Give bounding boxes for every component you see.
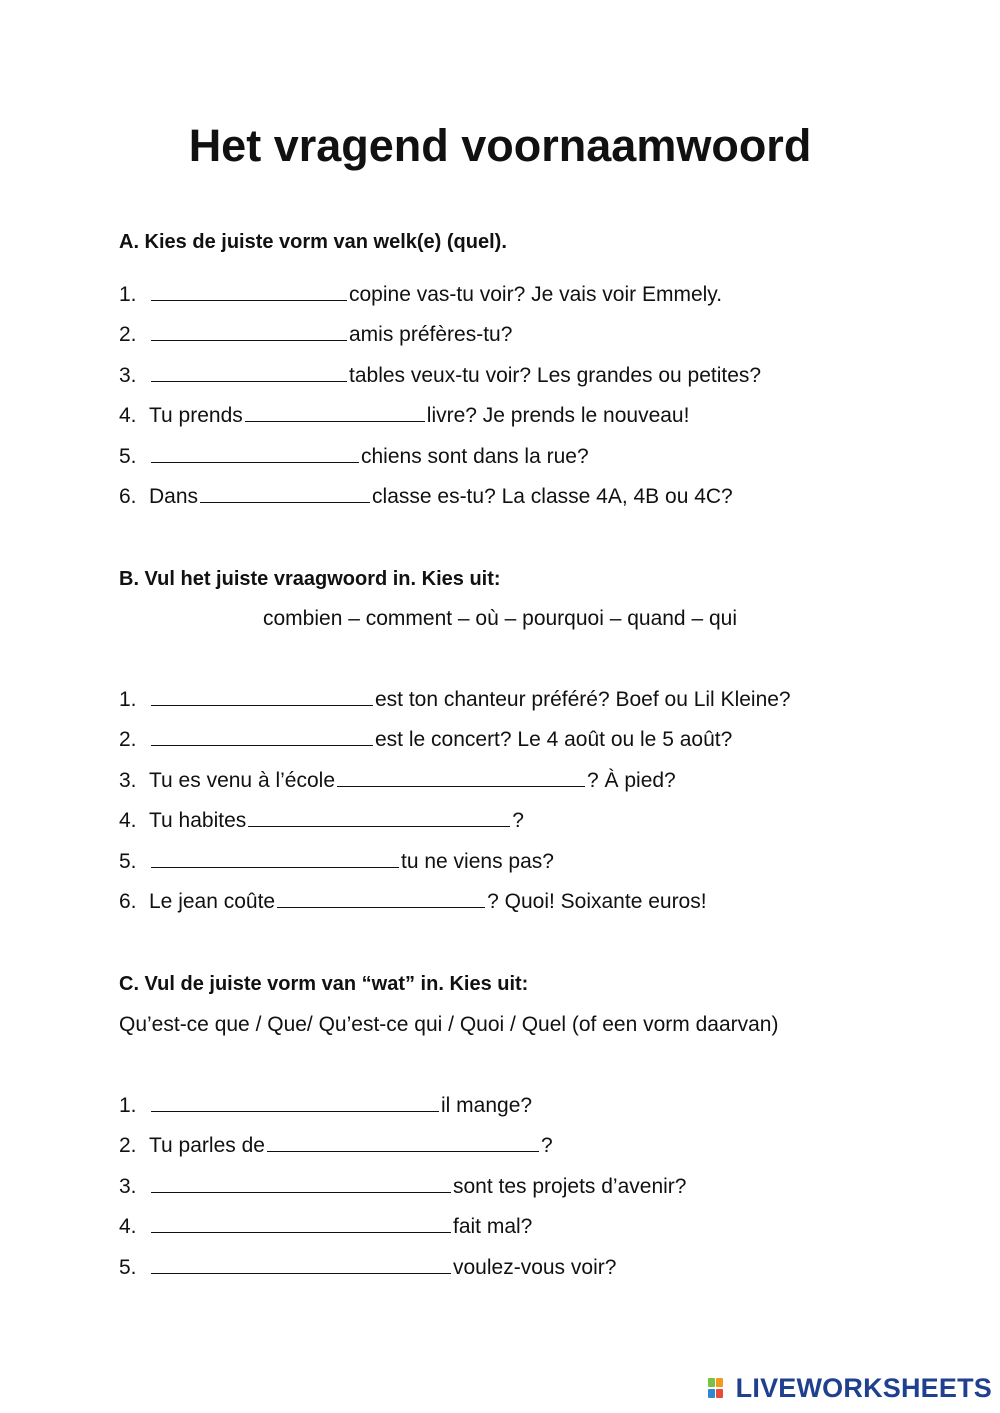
answer-blank[interactable] (277, 889, 485, 908)
answer-blank[interactable] (151, 687, 373, 706)
question-number: 1. (119, 1094, 137, 1117)
question-text-after: est le concert? Le 4 août ou le 5 août? (375, 728, 733, 751)
question-text-before: Tu habites (149, 809, 247, 832)
section-c-question-4 (119, 1214, 532, 1240)
section-c-heading: C. Vul de juiste vorm van “wat” in. Kies uit: (119, 973, 529, 995)
question-number: 2. (119, 728, 137, 751)
question-text-after: classe es-tu? La classe 4A, 4B ou 4C? (372, 485, 733, 508)
question-number: 1. (119, 283, 137, 306)
question-number: 5. (119, 850, 137, 873)
answer-blank[interactable] (151, 1255, 451, 1274)
question-number: 2. (119, 323, 137, 346)
question-number: 4. (119, 404, 137, 427)
logo-square-orange (716, 1378, 723, 1387)
question-text-after: est ton chanteur préféré? Boef ou Lil Kleine? (375, 688, 791, 711)
section-c-question-2 (119, 1133, 553, 1159)
question-text-after: chiens sont dans la rue? (361, 445, 589, 468)
question-text-after: voulez-vous voir? (453, 1256, 617, 1279)
answer-blank[interactable] (151, 444, 359, 463)
question-text-after: ? À pied? (587, 769, 676, 792)
answer-blank[interactable] (248, 808, 510, 827)
answer-blank[interactable] (151, 322, 347, 341)
question-number: 1. (119, 688, 137, 711)
section-b-question-4 (119, 808, 524, 834)
question-text-after: fait mal? (453, 1215, 533, 1238)
section-b-question-1 (119, 687, 791, 713)
answer-blank[interactable] (151, 282, 347, 301)
section-a-question-5 (119, 444, 589, 470)
answer-blank[interactable] (151, 1174, 451, 1193)
question-text-after: il mange? (441, 1094, 533, 1117)
liveworksheets-logo-icon (707, 1376, 733, 1400)
section-a-question-1 (119, 282, 722, 308)
section-c-question-1 (119, 1093, 532, 1119)
section-c-word-options: Qu’est-ce que / Que/ Qu’est-ce qui / Quoi / Quel (of een vorm daarvan) (119, 1013, 779, 1036)
question-text-after: tu ne viens pas? (401, 850, 554, 873)
section-b-question-5 (119, 849, 554, 875)
question-number: 4. (119, 809, 137, 832)
answer-blank[interactable] (151, 363, 347, 382)
liveworksheets-logo[interactable] (707, 1373, 992, 1403)
logo-square-red (716, 1389, 723, 1398)
question-text-before: Le jean coûte (149, 890, 276, 913)
question-text-after: copine vas-tu voir? Je vais voir Emmely. (349, 283, 723, 306)
question-number: 3. (119, 364, 137, 387)
question-number: 3. (119, 769, 137, 792)
question-text-before: Tu es venu à l’école (149, 769, 335, 792)
section-a-question-3 (119, 363, 761, 389)
question-number: 5. (119, 1256, 137, 1279)
question-number: 6. (119, 485, 137, 508)
question-text-after: tables veux-tu voir? Les grandes ou petites? (349, 364, 762, 387)
answer-blank[interactable] (151, 1214, 451, 1233)
section-c-question-5 (119, 1255, 616, 1281)
question-number: 5. (119, 445, 137, 468)
answer-blank[interactable] (245, 403, 425, 422)
logo-square-blue (708, 1389, 715, 1398)
question-text-after: ? Quoi! Soixante euros! (487, 890, 707, 913)
question-number: 2. (119, 1134, 137, 1157)
section-a-question-4 (119, 403, 689, 429)
section-b-heading: B. Vul het juiste vraagwoord in. Kies uit: (119, 568, 501, 590)
question-text-after: ? (540, 1134, 553, 1157)
section-a-question-6 (119, 484, 733, 510)
answer-blank[interactable] (337, 768, 585, 787)
question-number: 4. (119, 1215, 137, 1238)
liveworksheets-logo-text: LIVEWORKSHEETS (735, 1372, 992, 1403)
section-a-heading: A. Kies de juiste vorm van welk(e) (quel). (119, 231, 507, 253)
answer-blank[interactable] (151, 849, 399, 868)
section-b-question-2 (119, 727, 732, 753)
question-text-after: livre? Je prends le nouveau! (426, 404, 690, 427)
section-b-question-3 (119, 768, 676, 794)
question-number: 3. (119, 1175, 137, 1198)
section-b-question-6 (119, 889, 707, 915)
question-text-before: Dans (149, 485, 199, 508)
answer-blank[interactable] (200, 484, 370, 503)
section-b-word-options: combien – comment – où – pourquoi – quand – qui (263, 607, 737, 630)
answer-blank[interactable] (267, 1133, 539, 1152)
answer-blank[interactable] (151, 727, 373, 746)
section-a-question-2 (119, 322, 512, 348)
logo-square-green (708, 1378, 715, 1387)
question-text-after: sont tes projets d’avenir? (453, 1175, 687, 1198)
question-number: 6. (119, 890, 137, 913)
page-title: Het vragend voornaamwoord (188, 120, 812, 171)
section-c-question-3 (119, 1174, 686, 1200)
question-text-after: ? (512, 809, 524, 832)
question-text-after: amis préfères-tu? (349, 323, 513, 346)
question-text-before: Tu prends (149, 404, 243, 427)
answer-blank[interactable] (151, 1093, 439, 1112)
question-text-before: Tu parles de (149, 1134, 265, 1157)
